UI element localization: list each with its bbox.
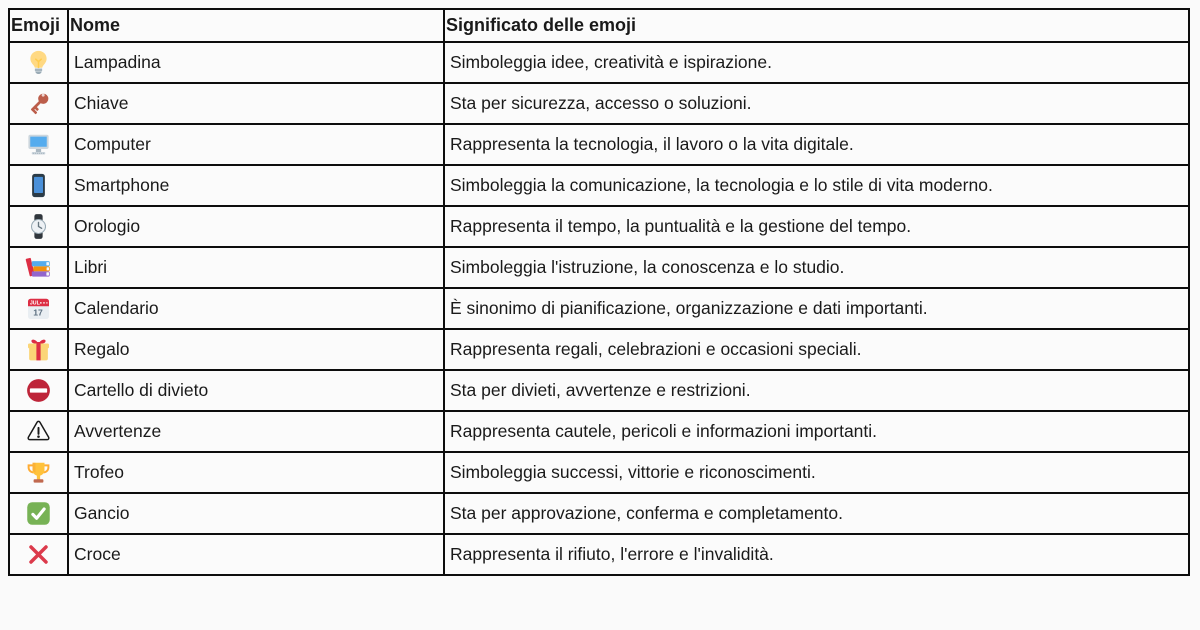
- table-row: [9, 165, 1189, 206]
- emoji-cell: [9, 42, 68, 83]
- emoji-cell: [9, 247, 68, 288]
- nome-cell: Chiave: [68, 83, 444, 124]
- significato-cell: Simboleggia idee, creatività e ispirazione.: [444, 42, 1189, 83]
- nome-cell: Croce: [68, 534, 444, 575]
- emoji-cell: [9, 493, 68, 534]
- emoji-cell: [9, 83, 68, 124]
- nome-cell: Calendario: [68, 288, 444, 329]
- cross-mark-emoji: [25, 541, 52, 568]
- trophy-emoji: [25, 459, 52, 486]
- table-row: [9, 42, 1189, 83]
- table-body: [9, 42, 1189, 575]
- table-row: [9, 288, 1189, 329]
- significato-cell: Simboleggia la comunicazione, la tecnologia e lo stile di vita moderno.: [444, 165, 1189, 206]
- emoji-cell: [9, 165, 68, 206]
- nome-cell: Libri: [68, 247, 444, 288]
- emoji-cell: [9, 288, 68, 329]
- significato-cell: Simboleggia l'istruzione, la conoscenza e lo studio.: [444, 247, 1189, 288]
- table-row: [9, 247, 1189, 288]
- emoji-meanings-table: [8, 8, 1190, 576]
- warning-emoji: [25, 418, 52, 445]
- significato-cell: Sta per sicurezza, accesso o soluzioni.: [444, 83, 1189, 124]
- emoji-cell: [9, 452, 68, 493]
- significato-cell: Simboleggia successi, vittorie e riconoscimenti.: [444, 452, 1189, 493]
- column-header-emoji: Emoji: [9, 9, 68, 42]
- emoji-cell: [9, 411, 68, 452]
- significato-cell: Sta per divieti, avvertenze e restrizioni.: [444, 370, 1189, 411]
- table-row: [9, 370, 1189, 411]
- emoji-cell: [9, 370, 68, 411]
- nome-cell: Computer: [68, 124, 444, 165]
- watch-emoji: [25, 213, 52, 240]
- significato-cell: Rappresenta cautele, pericoli e informazioni importanti.: [444, 411, 1189, 452]
- table-header: [9, 9, 1189, 42]
- column-header-nome: Nome: [68, 9, 444, 42]
- column-header-significato: Significato delle emoji: [444, 9, 1189, 42]
- significato-cell: Sta per approvazione, conferma e completamento.: [444, 493, 1189, 534]
- nome-cell: Avvertenze: [68, 411, 444, 452]
- no-entry-emoji: [25, 377, 52, 404]
- emoji-cell: [9, 329, 68, 370]
- key-emoji: [25, 90, 52, 117]
- table-row: [9, 452, 1189, 493]
- table-row: [9, 329, 1189, 370]
- emoji-cell: [9, 206, 68, 247]
- significato-cell: Rappresenta il rifiuto, l'errore e l'invalidità.: [444, 534, 1189, 575]
- nome-cell: Trofeo: [68, 452, 444, 493]
- table-row: [9, 206, 1189, 247]
- gift-emoji: [25, 336, 52, 363]
- table-row: [9, 534, 1189, 575]
- emoji-cell: [9, 124, 68, 165]
- nome-cell: Smartphone: [68, 165, 444, 206]
- significato-cell: È sinonimo di pianificazione, organizzazione e dati importanti.: [444, 288, 1189, 329]
- calendar-emoji: [25, 295, 52, 322]
- significato-cell: Rappresenta la tecnologia, il lavoro o la vita digitale.: [444, 124, 1189, 165]
- table-row: [9, 411, 1189, 452]
- check-mark-emoji: [25, 500, 52, 527]
- header-row: [9, 9, 1189, 42]
- significato-cell: Rappresenta il tempo, la puntualità e la gestione del tempo.: [444, 206, 1189, 247]
- nome-cell: Lampadina: [68, 42, 444, 83]
- table-row: [9, 124, 1189, 165]
- nome-cell: Cartello di divieto: [68, 370, 444, 411]
- nome-cell: Regalo: [68, 329, 444, 370]
- lightbulb-emoji: [25, 49, 52, 76]
- computer-emoji: [25, 131, 52, 158]
- table-row: [9, 493, 1189, 534]
- smartphone-emoji: [25, 172, 52, 199]
- books-emoji: [25, 254, 52, 281]
- emoji-cell: [9, 534, 68, 575]
- nome-cell: Orologio: [68, 206, 444, 247]
- nome-cell: Gancio: [68, 493, 444, 534]
- significato-cell: Rappresenta regali, celebrazioni e occasioni speciali.: [444, 329, 1189, 370]
- table-row: [9, 83, 1189, 124]
